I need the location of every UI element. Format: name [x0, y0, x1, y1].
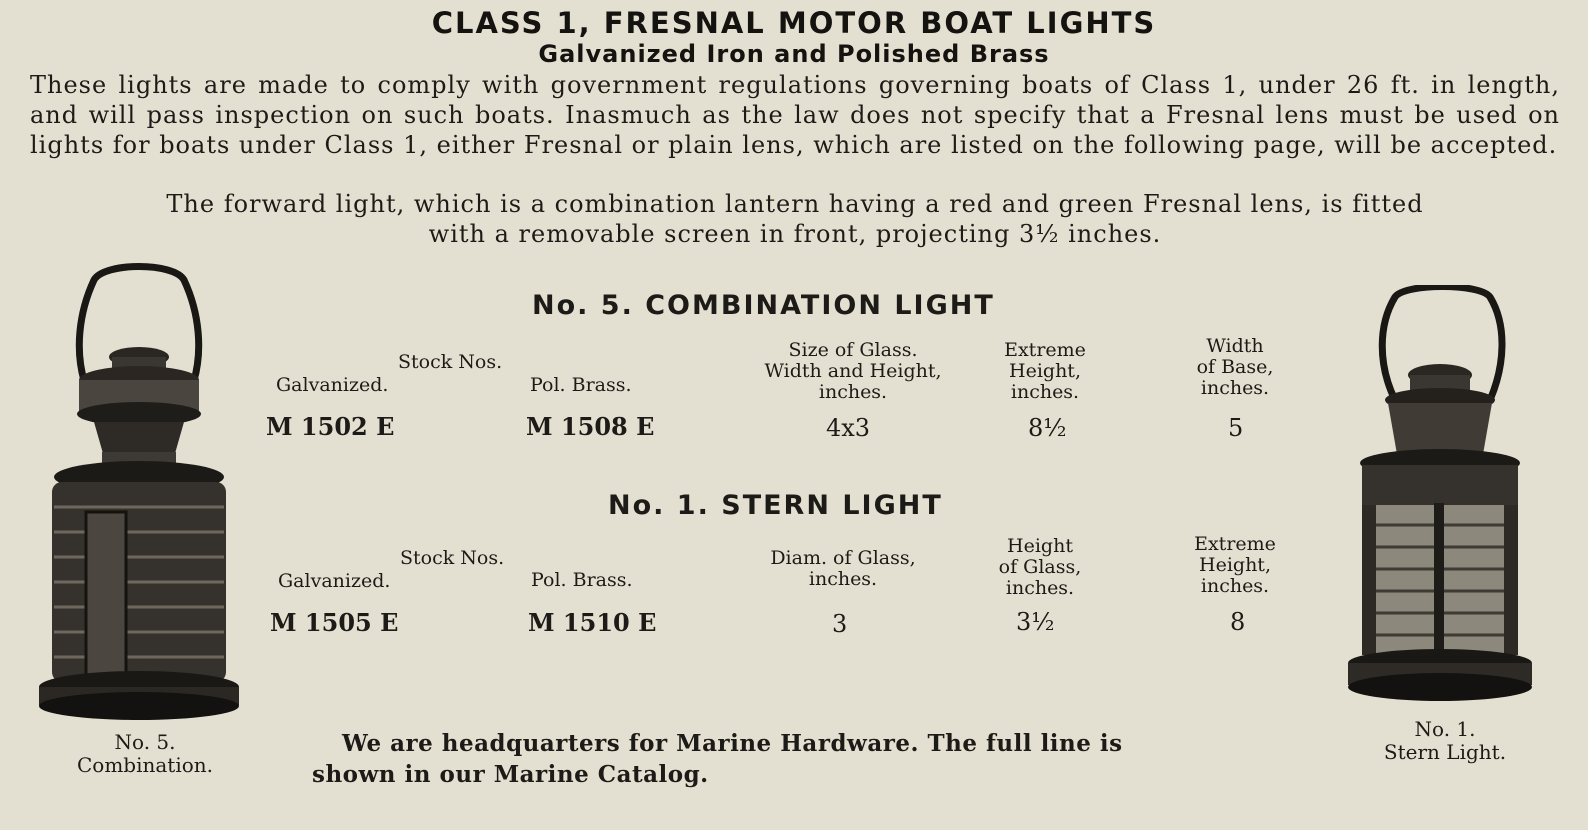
combination-brass-no: M 1508 E [526, 412, 655, 441]
stern-glass-height: 3½ [1016, 608, 1055, 636]
combination-brass-label: Pol. Brass. [530, 374, 632, 396]
stern-lantern-illustration [1340, 285, 1540, 710]
right-caption-number: No. 1. [1414, 717, 1476, 741]
stern-diam-header: Diam. of Glass, inches. [770, 547, 916, 590]
stern-galvanized-no: M 1505 E [270, 608, 399, 637]
stern-stock-nos-label: Stock Nos. [400, 547, 505, 569]
combination-galvanized-no: M 1502 E [266, 412, 395, 441]
footer-line-1: We are headquarters for Marine Hardware. The full line is [342, 730, 1123, 757]
stern-extreme-height-header: Extreme Height, inches. [1194, 533, 1276, 597]
footer-line-2: shown in our Marine Catalog. [312, 761, 709, 788]
combination-lantern-illustration [34, 262, 244, 724]
combination-stock-nos-label: Stock Nos. [398, 351, 503, 373]
stern-section-title: No. 1. STERN LIGHT [608, 490, 943, 521]
page-title: CLASS 1, FRESNAL MOTOR BOAT LIGHTS [431, 6, 1157, 40]
right-caption [1345, 718, 1545, 764]
forward-light-paragraph [30, 189, 1560, 249]
combination-glass-header: Size of Glass. Width and Height, inches. [764, 339, 942, 403]
forward-light-line-1: The forward light, which is a combination lantern having a red and green Fresnal lens, is fitted [166, 190, 1424, 218]
combination-base-header: Width of Base, inches. [1196, 335, 1274, 399]
stern-galvanized-label: Galvanized. [278, 570, 391, 592]
intro-paragraph: These lights are made to comply with government regulations governing boats of Class 1, under 26 ft. in length, and will pass inspection on such boats. Inasmuch as the law does not specify that a Fresnal lens must be used on lights for boats under Class 1, either Fresnal or plain lens, which are listed on the following page, will be accepted. [30, 71, 1560, 159]
forward-light-line-2: with a removable screen in front, projecting 3½ inches. [428, 220, 1162, 248]
stern-brass-label: Pol. Brass. [531, 569, 633, 591]
combination-section-title: No. 5. COMBINATION LIGHT [532, 290, 995, 321]
left-caption [40, 731, 250, 777]
stern-extreme-height: 8 [1230, 608, 1246, 636]
left-caption-label: Combination. [76, 753, 214, 777]
footer-note [312, 728, 1292, 790]
combination-base-width: 5 [1228, 414, 1244, 442]
combination-extreme-height: 8½ [1028, 414, 1067, 442]
left-caption-number: No. 5. [114, 730, 176, 754]
page-subtitle: Galvanized Iron and Polished Brass [538, 40, 1050, 68]
stern-brass-no: M 1510 E [528, 608, 657, 637]
stern-glass-diam: 3 [832, 610, 848, 638]
right-caption-label: Stern Light. [1383, 740, 1507, 764]
combination-glass-size: 4x3 [826, 414, 871, 442]
combination-height-header: Extreme Height, inches. [1004, 339, 1086, 403]
combination-galvanized-label: Galvanized. [276, 374, 389, 396]
stern-glass-height-header: Height of Glass, inches. [998, 535, 1082, 599]
